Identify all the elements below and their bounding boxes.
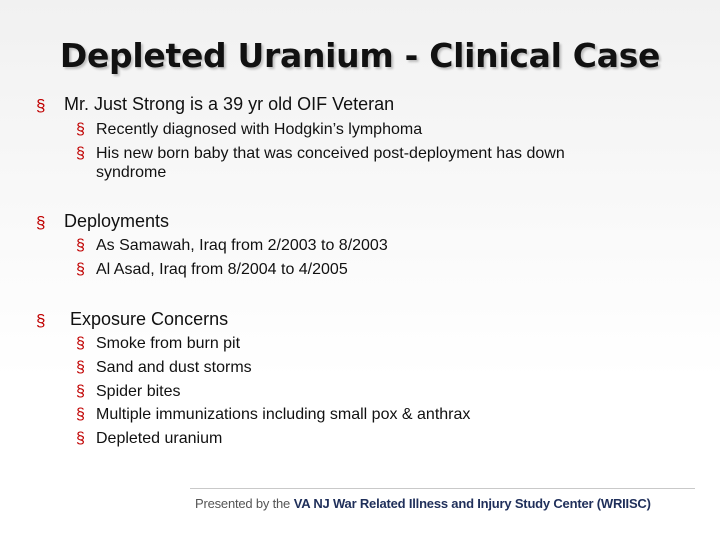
bullet-marker: § <box>76 145 85 162</box>
slide-title: Depleted Uranium - Clinical Case <box>59 36 661 75</box>
exposure-text: Multiple immunizations including small pox & anthrax <box>96 406 471 423</box>
bullet-marker: § <box>36 96 46 115</box>
exposure-text: Sand and dust storms <box>96 359 252 376</box>
exposure-text: Smoke from burn pit <box>96 335 241 352</box>
bullet-marker: § <box>76 383 85 400</box>
footer-credit <box>195 496 651 511</box>
detail-text: His new born baby that was conceived post-deployment has down <box>96 145 565 162</box>
deployment-text: As Samawah, Iraq from 2/2003 to 8/2003 <box>96 237 388 254</box>
footer-org: VA NJ War Related Illness and Injury Study Center (WRIISC) <box>293 496 651 511</box>
footer-lead: Presented by the <box>195 496 291 511</box>
exposure-text: Depleted uranium <box>96 430 223 447</box>
deployments-heading: Deployments <box>64 211 170 231</box>
bullet-marker: § <box>76 335 85 352</box>
bullet-marker: § <box>76 121 85 138</box>
patient-line: Mr. Just Strong is a 39 yr old OIF Veteran <box>64 94 395 114</box>
detail-text: Recently diagnosed with Hodgkin’s lymphoma <box>96 121 423 138</box>
bullet-marker: § <box>76 237 85 254</box>
bullet-marker: § <box>76 406 85 423</box>
detail-text: syndrome <box>96 164 167 181</box>
bullet-marker: § <box>76 430 85 447</box>
deployment-text: Al Asad, Iraq from 8/2004 to 4/2005 <box>96 261 348 278</box>
bullet-marker: § <box>76 261 85 278</box>
footer-divider <box>190 488 695 489</box>
exposure-heading: Exposure Concerns <box>70 309 229 329</box>
exposure-text: Spider bites <box>96 383 181 400</box>
bullet-marker: § <box>76 359 85 376</box>
bullet-marker: § <box>36 213 46 232</box>
bullet-marker: § <box>36 311 46 330</box>
